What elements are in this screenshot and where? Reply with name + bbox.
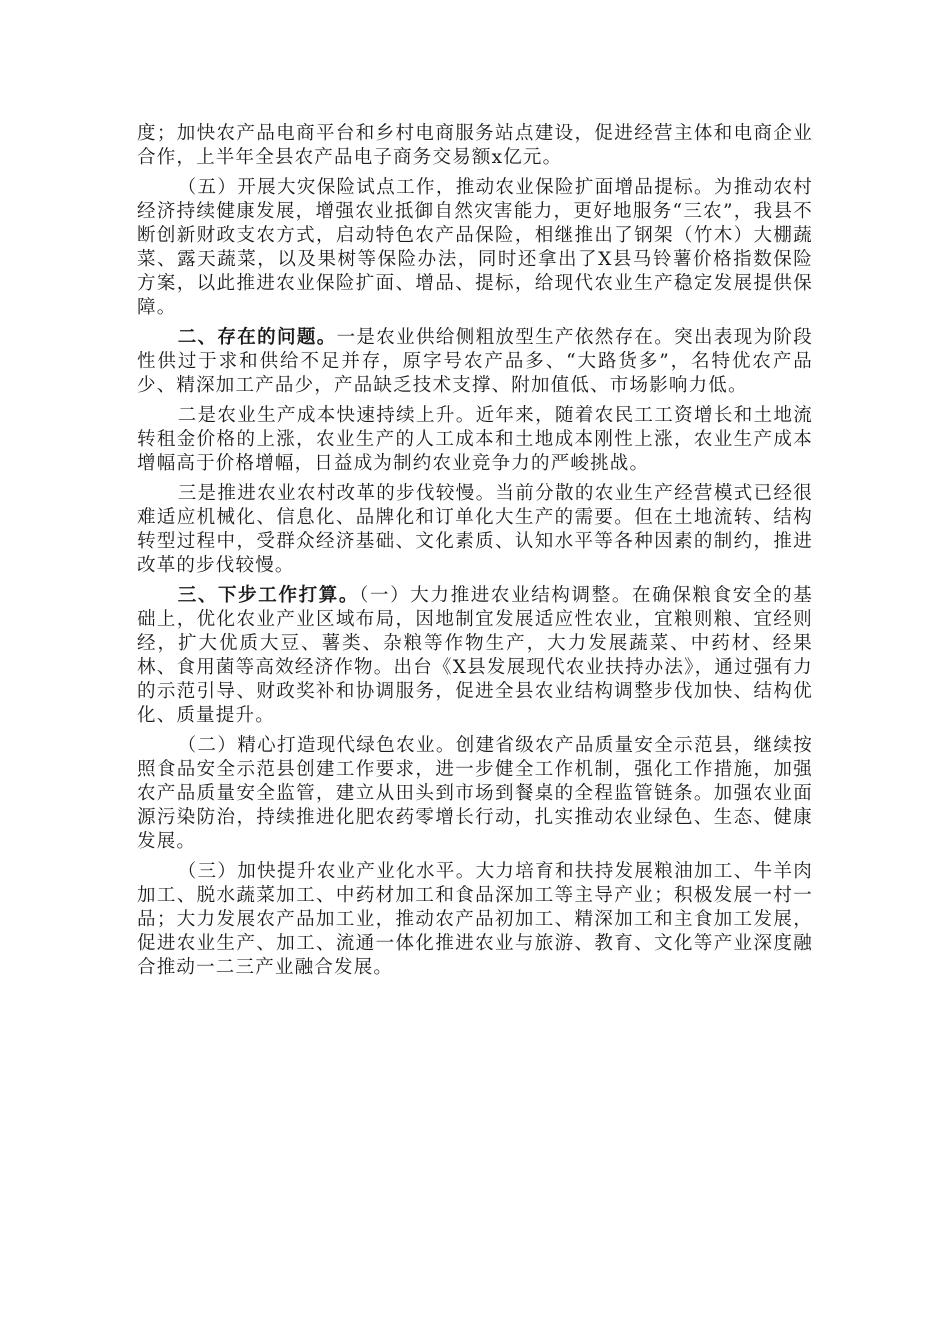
- paragraph-text: （五）开展大灾保险试点工作，推动农业保险扩面增品提标。为推动农村经济持续健康发展，增强农业抵御自然灾害能力，更好地服务“三农”，我县不断创新财政支农方式，启动特色农产品保险，相继推出了钢架（竹木）大棚蔬菜、露天蔬菜，以及果树等保险办法，同时还拿出了X县马铃薯价格指数保险方案，以此推进农业保险扩面、增品、提标，给现代农业生产稳定发展提供保障。: [137, 177, 813, 318]
- section-heading: 二、存在的问题。: [177, 327, 337, 348]
- paragraph-3: [137, 326, 813, 398]
- paragraph-text: 二是农业生产成本快速持续上升。近年来，随着农民工工资增长和土地流转租金价格的上涨，农业生产的人工成本和土地成本刚性上涨，农业生产成本增幅高于价格增幅，日益成为制约农业竞争力的严峻挑战。: [137, 405, 813, 474]
- paragraph-1: [137, 122, 813, 170]
- paragraph-5: [137, 482, 813, 578]
- paragraph-text: 一是农业供给侧粗放型生产依然存在。突出表现为阶段性供过于求和供给不足并存，原字号农产品多、“大路货多”，名特优农产品少、精深加工产品少，产品缺乏技术支撑、附加值低、市场影响力低。: [137, 327, 813, 396]
- paragraph-4: [137, 404, 813, 476]
- section-heading: 三、下步工作打算。: [177, 585, 360, 606]
- document-page: [137, 122, 813, 986]
- paragraph-text: 度；加快农产品电商平台和乡村电商服务站点建设，促进经营主体和电商企业合作，上半年全县农产品电子商务交易额x亿元。: [137, 123, 813, 168]
- paragraph-7: [137, 734, 813, 854]
- paragraph-text: 三是推进农业农村改革的步伐较慢。当前分散的农业生产经营模式已经很难适应机械化、信息化、品牌化和订单化大生产的需要。但在土地流转、结构转型过程中，受群众经济基础、文化素质、认知水平等各种因素的制约，推进改革的步伐较慢。: [137, 483, 813, 576]
- paragraph-8: [137, 860, 813, 980]
- paragraph-6: [137, 584, 813, 728]
- paragraph-text: （三）加快提升农业产业化水平。大力培育和扶持发展粮油加工、牛羊肉加工、脱水蔬菜加工、中药材加工和食品深加工等主导产业；积极发展一村一品；大力发展农产品加工业，推动农产品初加工、精深加工和主食加工发展，促进农业生产、加工、流通一体化推进农业与旅游、教育、文化等产业深度融合推动一二三产业融合发展。: [137, 861, 813, 978]
- paragraph-text: （二）精心打造现代绿色农业。创建省级农产品质量安全示范县，继续按照食品安全示范县创建工作要求，进一步健全工作机制，强化工作措施，加强农产品质量安全监管，建立从田头到市场到餐桌的全程监管链条。加强农业面源污染防治，持续推进化肥农药零增长行动，扎实推动农业绿色、生态、健康发展。: [137, 735, 813, 852]
- paragraph-2: [137, 176, 813, 320]
- paragraph-text: （一）大力推进农业结构调整。在确保粮食安全的基础上，优化农业产业区域布局，因地制宜发展适应性农业，宜粮则粮、宜经则经，扩大优质大豆、薯类、杂粮等作物生产，大力发展蔬菜、中药材、经果林、食用菌等高效经济作物。出台《X县发展现代农业扶持办法》，通过强有力的示范引导、财政奖补和协调服务，促进全县农业结构调整步伐加快、结构优化、质量提升。: [137, 585, 813, 726]
